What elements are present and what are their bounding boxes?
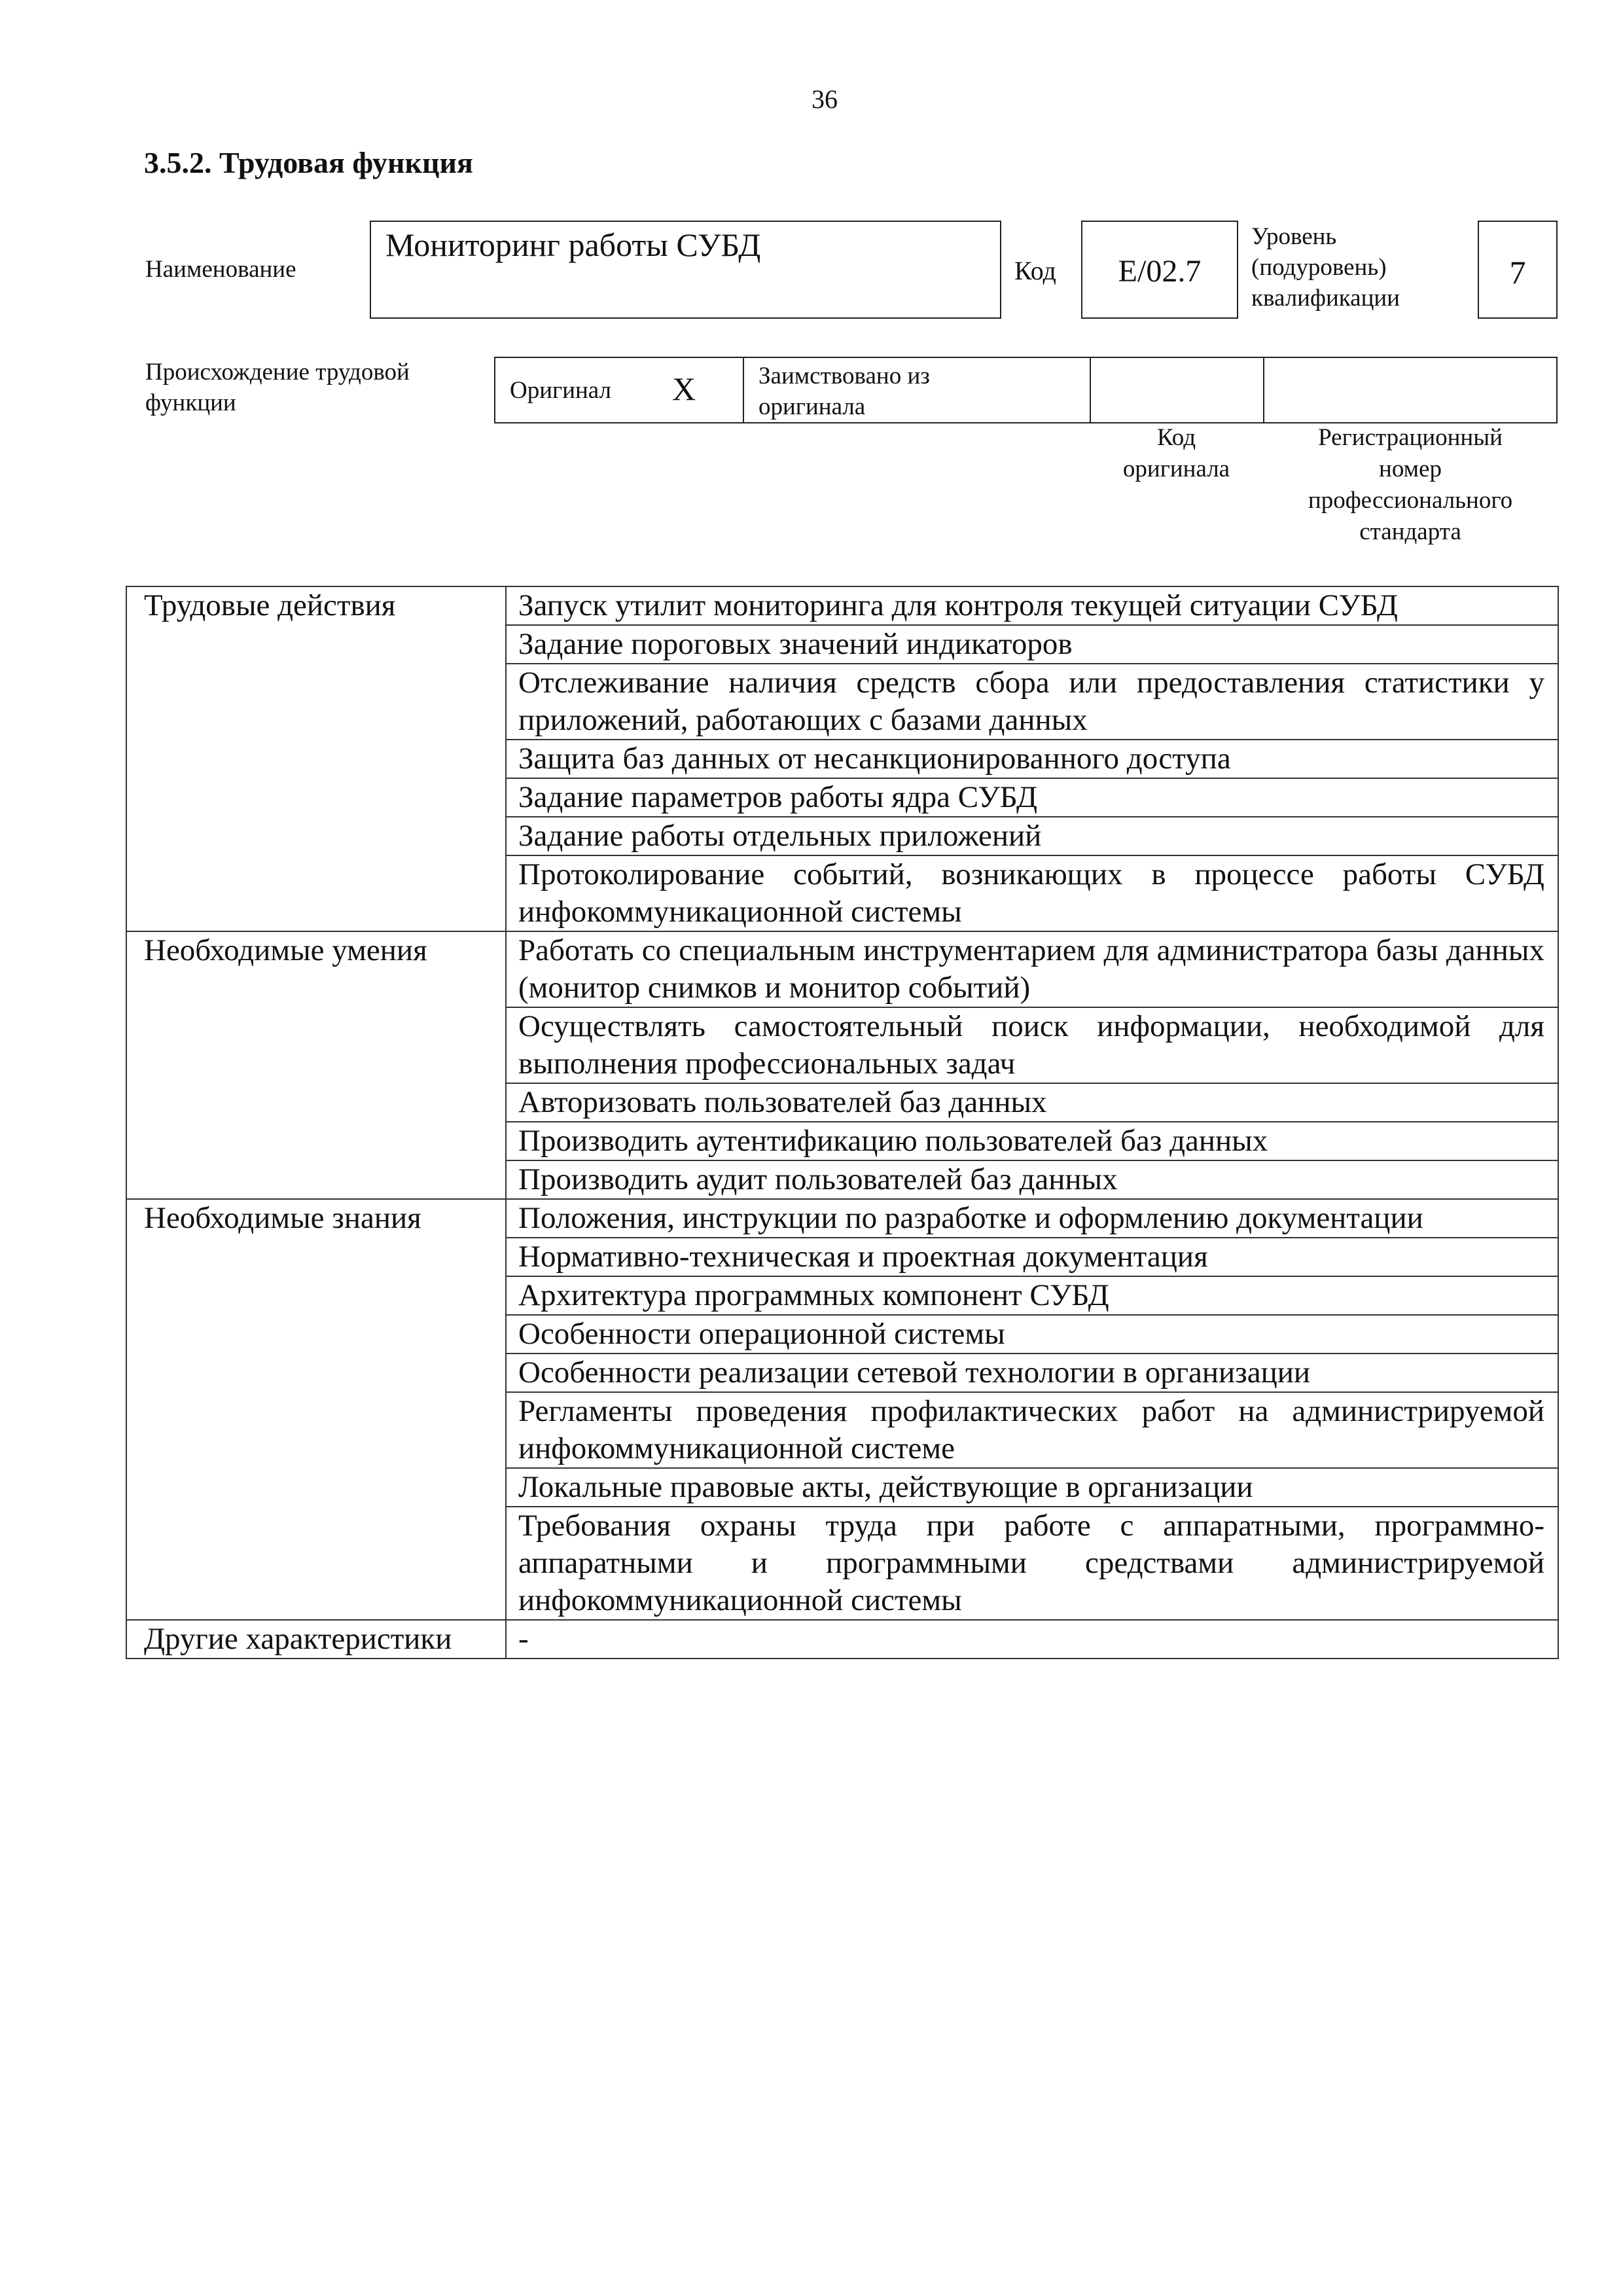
- caption-line: стандарта: [1359, 518, 1461, 545]
- registration-number-cell: [1264, 358, 1559, 422]
- origin-label-line: Происхождение трудовой: [145, 359, 410, 386]
- borrowed-cell: [744, 358, 1091, 422]
- table-row: [126, 1620, 1558, 1659]
- table-cell: -: [506, 1620, 1558, 1659]
- borrowed-label-line: Заимствовано из: [758, 363, 930, 389]
- section-title-other-characteristics: Другие характеристики: [126, 1620, 506, 1659]
- labor-function-table: [126, 586, 1559, 1659]
- table-row: [126, 1199, 1558, 1238]
- borrowed-label-line: оригинала: [758, 393, 866, 420]
- table-cell: Производить аудит пользователей баз данных: [506, 1160, 1558, 1199]
- table-cell: Защита баз данных от несанкционированного доступа: [506, 740, 1558, 778]
- section-title-labor-actions: Трудовые действия: [126, 586, 506, 931]
- table-cell: Особенности реализации сетевой технологии в организации: [506, 1354, 1558, 1392]
- section-title: 3.5.2. Трудовая функция: [144, 146, 473, 179]
- code-label: Код: [1014, 256, 1056, 285]
- borrowed-label: [758, 361, 930, 422]
- table-cell: Задание параметров работы ядра СУБД: [506, 778, 1558, 817]
- original-code-cell: [1091, 358, 1264, 422]
- table-cell: Архитектура программных компонент СУБД: [506, 1276, 1558, 1315]
- table-cell: Локальные правовые акты, действующие в организации: [506, 1468, 1558, 1507]
- table-cell: Положения, инструкции по разработке и оформлению документации: [506, 1199, 1558, 1238]
- table-cell: Запуск утилит мониторинга для контроля текущей ситуации СУБД: [506, 586, 1558, 625]
- level-box: [1478, 221, 1558, 319]
- original-cell: [495, 358, 744, 422]
- table-cell: Задание пороговых значений индикаторов: [506, 625, 1558, 664]
- origin-table: [494, 357, 1558, 423]
- table-cell: Осуществлять самостоятельный поиск информации, необходимой для выполнения профессиональных задач: [506, 1007, 1558, 1083]
- original-label: Оригинал: [510, 377, 612, 404]
- caption-line: Регистрационный: [1318, 424, 1503, 451]
- table-cell: Производить аутентификацию пользователей баз данных: [506, 1122, 1558, 1160]
- table-cell: Нормативно-техническая и проектная документация: [506, 1238, 1558, 1276]
- table-cell: Задание работы отдельных приложений: [506, 817, 1558, 855]
- code-box: [1081, 221, 1238, 319]
- name-box: [370, 221, 1001, 319]
- level-label-line: Уровень: [1251, 223, 1337, 250]
- caption-line: номер: [1379, 456, 1442, 482]
- code-value: E/02.7: [1118, 254, 1202, 289]
- table-cell: Отслеживание наличия средств сбора или предоставления статистики у приложений, работающих с базами данных: [506, 664, 1558, 740]
- level-label-line: квалификации: [1251, 285, 1400, 312]
- table-cell: Требования охраны труда при работе с аппаратными, программно-аппаратными и программными средствами администрируемой инфокоммуникационной системы: [506, 1507, 1558, 1620]
- table-cell: Регламенты проведения профилактических работ на администрируемой инфокоммуникационной системе: [506, 1392, 1558, 1468]
- original-mark: X: [672, 370, 696, 407]
- section-title-required-knowledge: Необходимые знания: [126, 1199, 506, 1620]
- page-number: 36: [812, 84, 838, 114]
- table-cell: Работать со специальным инструментарием для администратора базы данных (монитор снимков и монитор событий): [506, 931, 1558, 1007]
- name-label: Наименование: [145, 256, 296, 283]
- level-label: [1251, 221, 1400, 314]
- table-cell: Авторизовать пользователей баз данных: [506, 1083, 1558, 1122]
- table-cell: Протоколирование событий, возникающих в процессе работы СУБД инфокоммуникационной системы: [506, 855, 1558, 931]
- origin-label: [145, 357, 459, 418]
- table-cell: Особенности операционной системы: [506, 1315, 1558, 1354]
- registration-number-caption: [1263, 422, 1558, 548]
- name-value: Мониторинг работы СУБД: [385, 226, 761, 263]
- caption-line: оригинала: [1122, 456, 1230, 482]
- level-label-line: (подуровень): [1251, 254, 1387, 281]
- level-value: 7: [1509, 254, 1526, 291]
- caption-line: профессионального: [1308, 487, 1513, 514]
- section-title-required-skills: Необходимые умения: [126, 931, 506, 1199]
- table-row: [126, 586, 1558, 625]
- caption-line: Код: [1156, 424, 1196, 451]
- table-row: [126, 931, 1558, 1007]
- original-code-caption: [1090, 422, 1263, 485]
- origin-label-line: функции: [145, 389, 236, 416]
